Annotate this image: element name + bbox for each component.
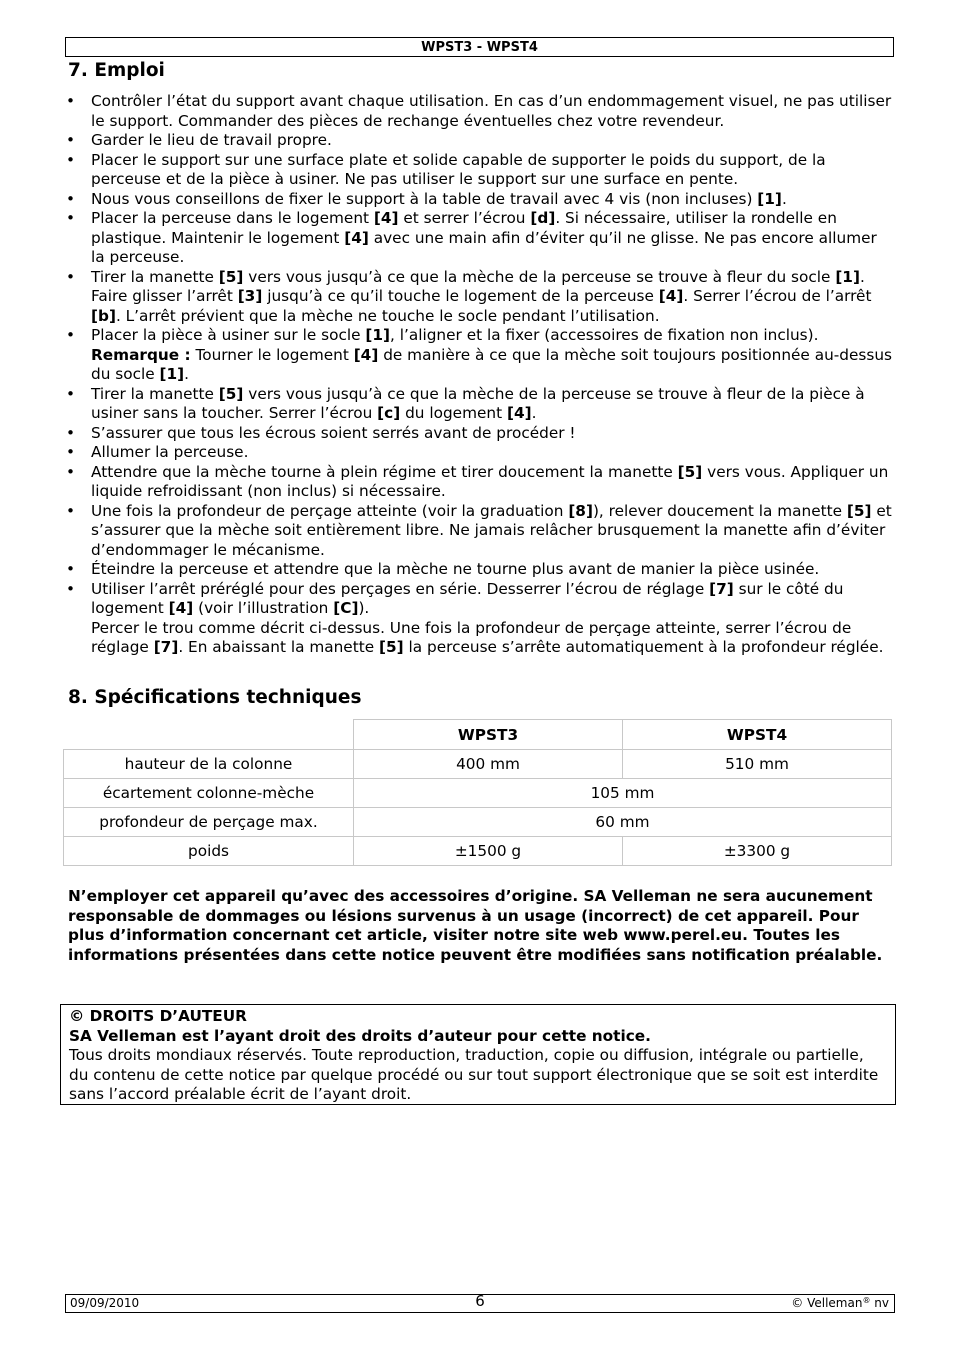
list-item-text: . [531,404,537,422]
table-row [64,779,892,808]
list-item-text: (voir l’illustration [193,599,334,617]
section-heading-emploi: 7. Emploi [68,60,165,81]
table-row [64,750,892,779]
reference-label: [5] [218,267,244,286]
list-item-text: . Faire glisser l’arrêt [91,267,865,305]
reference-label: [5] [846,501,872,520]
list-item-text: Tirer la manette [91,267,219,286]
list-item-text: Placer la perceuse dans le logement [91,209,374,227]
table-cell: 105 mm [354,779,892,808]
list-item-text: jusqu’à ce qu’il touche le logement de la perceuse [262,287,659,305]
footer-brand [791,1295,889,1312]
page-footer [65,1294,895,1313]
row-label: écartement colonne-mèche [64,779,354,808]
column-header-wpst3: WPST3 [354,720,623,750]
list-item-text: Nous vous conseillons de fixer le support à la table de travail avec 4 vis (non incluses) [91,189,758,208]
reference-label: [5] [677,462,703,481]
section-heading-specifications: 8. Spécifications techniques [68,687,362,708]
list-item-text: vers vous jusqu’à ce que la mèche de la perceuse se trouve à fleur de la pièce à usiner sans la toucher. Serrer l’écrou [91,384,865,422]
list-item [62,92,892,131]
list-item-text: . Si nécessaire, utiliser la rondelle en plastique. Maintenir le logement [91,209,837,247]
list-item [62,385,892,424]
list-item [62,463,892,502]
list-item-text: Une fois la profondeur de perçage atteinte (voir la graduation [91,501,569,520]
list-item-text: ). [358,599,370,617]
page-number: 6 [475,1292,485,1310]
copyright-body: Tous droits mondiaux réservés. Toute reproduction, traduction, copie ou diffusion, intégrale ou partielle, du contenu de cette notice par quelque procédé ou sur tout support électronique que se soit est interdite sans l’accord préalable écrit de l’ayant droit. [69,1046,879,1103]
reference-label: [8] [568,501,593,520]
list-item-text: et serrer l’écrou [398,209,531,227]
list-item [62,131,892,151]
list-item-text: Garder le lieu de travail propre. [91,131,332,149]
registered-mark: ® [862,1296,871,1305]
list-item-text: Tourner le logement [190,345,354,364]
list-item [62,580,892,658]
copyright-title: © DROITS D’AUTEUR [69,1007,247,1025]
list-item-text: de manière à ce que la mèche soit toujours positionnée au-dessus du socle [91,345,893,383]
reference-label: [1] [757,189,782,208]
list-item-text: Éteindre la perceuse et attendre que la mèche ne tourne plus avant de manier la pièce usinée. [91,560,820,578]
list-item-text: . [184,365,190,383]
document-header [65,37,894,57]
reference-label: Remarque : [91,345,191,364]
copyright-box [60,1004,896,1105]
footer-date: 09/09/2010 [70,1296,140,1310]
accessories-notice: N’employer cet appareil qu’avec des accessoires d’origine. SA Velleman ne sera aucunement responsable de dommages ou lésions survenus à un usage (incorrect) de cet appareil. Pour plus d’information concernant cet article, visiter notre site web www.perel.eu. Toutes les informations présentées dans cette notice peuvent être modifiées sans notification préalable. [68,887,883,964]
list-item-text: S’assurer que tous les écrous soient serrés avant de procéder ! [91,423,576,442]
table-header-row [64,720,892,750]
instruction-list [62,92,892,658]
list-item-text: . En abaissant la manette [178,638,379,656]
reference-label: [c] [377,404,401,422]
list-item [62,502,892,561]
table-cell: 400 mm [354,750,623,779]
reference-label: [4] [344,228,369,247]
list-item-text: vers vous. Appliquer un liquide refroidissant (non inclus) si nécessaire. [91,462,889,500]
reference-label: [5] [218,384,244,403]
list-item-text: Placer la pièce à usiner sur le socle [91,326,366,344]
list-item-text: Placer le support sur une surface plate et solide capable de supporter le poids du support, de la perceuse et de la pièce à usiner. Ne pas utiliser le support sur une surface en pente. [91,150,826,188]
reference-label: [1] [835,267,860,286]
reference-label: [1] [365,326,391,344]
table-cell: ±1500 g [354,837,623,866]
list-item [62,209,892,268]
list-item-text: . Serrer l’écrou de l’arrêt [683,287,872,305]
brand-suffix: nv [870,1296,889,1310]
table-cell: 60 mm [354,808,892,837]
list-item-text: avec une main afin d’éviter qu’il ne glisse. Ne pas encore allumer la perceuse. [91,228,877,266]
list-item-text: . [781,189,787,208]
table-empty-corner [64,720,354,750]
reference-label: [7] [153,638,179,656]
list-item-text: Attendre que la mèche tourne à plein régime et tirer doucement la manette [91,462,678,481]
specifications-table [63,719,892,866]
row-label: poids [64,837,354,866]
list-item-text: , l’aligner et la fixer (accessoires de fixation non inclus). [390,326,819,344]
table-row [64,837,892,866]
list-item [62,560,892,580]
list-item [62,268,892,327]
copyright-subtitle: SA Velleman est l’ayant droit des droits d’auteur pour cette notice. [69,1026,651,1045]
column-header-wpst4: WPST4 [623,720,892,750]
reference-label: [1] [159,365,185,383]
reference-label: [C] [333,599,359,617]
table-cell: ±3300 g [623,837,892,866]
list-item-text: ), relever doucement la manette [592,501,847,520]
list-item-text: Allumer la perceuse. [91,443,249,461]
reference-label: [b] [91,306,116,325]
list-item [62,326,892,385]
list-item-text: et s’assurer que la mèche soit entièrement libre. Ne jamais relâcher brusquement la manette afin d’éviter d’endommager le mécanisme. [91,501,892,559]
row-label: hauteur de la colonne [64,750,354,779]
reference-label: [4] [658,287,684,305]
list-item-text: la perceuse s’arrête automatiquement à la profondeur réglée. [403,638,884,656]
list-item-text: Tirer la manette [91,384,219,403]
brand-prefix: © Velleman [791,1296,863,1310]
reference-label: [4] [353,345,379,364]
list-item [62,190,892,210]
list-item-text: . L’arrêt prévient que la mèche ne touche le socle pendant l’utilisation. [115,306,660,325]
list-item-text: Percer le trou comme décrit ci-dessus. Une fois la profondeur de perçage atteinte, serrer l’écrou de réglage [91,618,852,656]
list-item-text: vers vous jusqu’à ce que la mèche de la perceuse se trouve à fleur du socle [243,267,836,286]
reference-label: [d] [530,209,556,227]
reference-label: [7] [709,579,734,598]
reference-label: [4] [373,209,399,227]
header-title: WPST3 - WPST4 [421,40,538,55]
list-item [62,443,892,463]
reference-label: [4] [506,404,532,422]
list-item-text: Contrôler l’état du support avant chaque utilisation. En cas d’un endommagement visuel, ne pas utiliser le support. Commander des pièces de rechange éventuelles chez votre revendeur. [91,92,892,130]
reference-label: [3] [237,287,263,305]
reference-label: [4] [168,599,194,617]
list-item-text: du logement [400,404,507,422]
table-cell: 510 mm [623,750,892,779]
list-item [62,151,892,190]
list-item [62,424,892,444]
row-label: profondeur de perçage max. [64,808,354,837]
list-item-text: sur le côté du logement [91,579,844,617]
list-item-text: Utiliser l’arrêt préréglé pour des perçages en série. Desserrer l’écrou de réglage [91,579,710,598]
reference-label: [5] [379,638,404,656]
table-row [64,808,892,837]
